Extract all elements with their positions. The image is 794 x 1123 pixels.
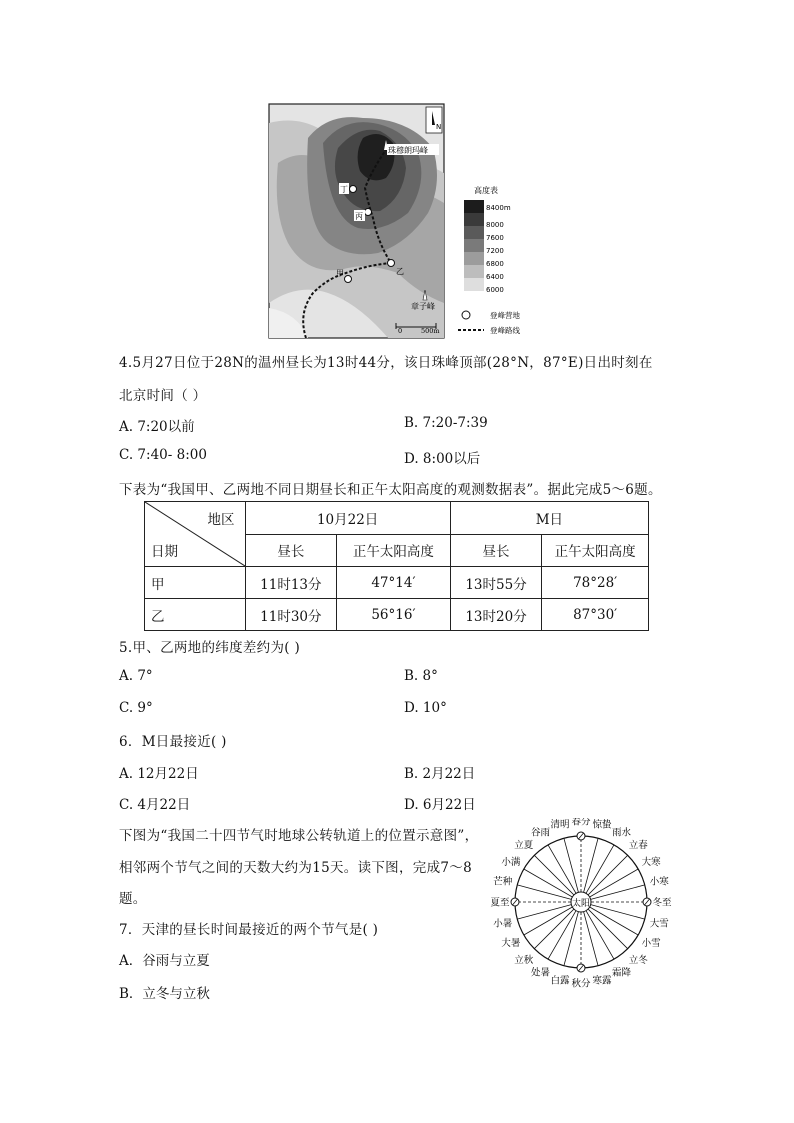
legend-swatch <box>464 278 484 291</box>
orbit-spoke <box>588 855 628 895</box>
solar-term-label: 白露 <box>550 975 570 987</box>
table-cell: 87°30′ <box>542 599 649 631</box>
row-name: 乙 <box>145 599 246 631</box>
table-cell: 78°28′ <box>542 567 649 599</box>
table-row <box>145 599 649 631</box>
subheader: 昼长 <box>245 534 337 567</box>
legend-level-label: 6800 <box>486 260 504 268</box>
solar-term-label: 清明 <box>550 819 570 831</box>
solar-term-label: 大雪 <box>649 918 669 930</box>
legend-level-label: 8400m <box>486 204 511 212</box>
q5-stem: 5.甲、乙两地的纬度差约为( ) <box>119 640 301 656</box>
solar-term-label: 冬至 <box>652 897 672 909</box>
orbit-spoke <box>534 909 574 949</box>
solar-term-label: 春分 <box>571 818 591 828</box>
solar-term-label: 寒露 <box>592 975 612 987</box>
q7-stem: 7．天津的昼长时间最接近的两个节气是( ) <box>119 922 379 938</box>
legend-level-label: 8000 <box>486 221 504 229</box>
legend-swatch <box>464 226 484 239</box>
topographic-map-svg <box>268 103 548 341</box>
orbit-svg <box>478 818 688 994</box>
legend-swatch <box>464 239 484 252</box>
subheader: 正午太阳高度 <box>542 534 649 567</box>
q6-stem: 6．M日最接近( ) <box>119 734 227 750</box>
q4-option-b[interactable]: B. 7:20-7:39 <box>404 415 488 431</box>
camp-legend-icon <box>462 311 470 319</box>
scale-label: 500m <box>421 327 440 335</box>
camp-yi-icon <box>388 260 395 267</box>
point-ding: 丁 <box>340 185 348 194</box>
solar-term-label: 小雪 <box>641 938 661 949</box>
point-jia: 甲 <box>336 269 344 278</box>
legend-swatch <box>464 265 484 278</box>
camp-bing-icon <box>365 209 372 216</box>
solar-term-label: 立秋 <box>514 954 534 966</box>
solar-term-label: 立春 <box>628 840 648 852</box>
table-cell: 11时30分 <box>245 599 337 631</box>
point-yi: 乙 <box>396 267 404 276</box>
table-cell: 11时13分 <box>245 567 337 599</box>
peak-label: 珠穆朗玛峰 <box>388 146 428 155</box>
solar-term-label: 谷雨 <box>530 827 551 839</box>
q4-option-d[interactable]: D. 8:00以后 <box>404 451 481 467</box>
solar-term-label: 大寒 <box>641 857 661 868</box>
solar-term-label: 雨水 <box>611 827 632 839</box>
q5-option-b[interactable]: B. 8° <box>404 668 438 684</box>
q4-option-c[interactable]: C. 7:40- 8:00 <box>119 447 207 463</box>
subheader: 昼长 <box>450 534 542 567</box>
q5-option-d[interactable]: D. 10° <box>404 700 447 716</box>
table-cell: 13时55分 <box>450 567 542 599</box>
zhangzi-label: 章子峰 <box>411 302 435 311</box>
legend-level-label: 6400 <box>486 273 504 281</box>
solar-term-label: 立夏 <box>514 840 534 852</box>
solar-term-label: 霜降 <box>611 967 632 979</box>
date2-header: M日 <box>450 502 648 535</box>
q6-option-b[interactable]: B. 2月22日 <box>404 766 476 782</box>
row-name: 甲 <box>145 567 246 599</box>
table-cell: 13时20分 <box>450 599 542 631</box>
legend-swatch <box>464 200 484 213</box>
table-intro: 下表为“我国甲、乙两地不同日期昼长和正午太阳高度的观测数据表”。据此完成5～6题。 <box>119 482 662 498</box>
scale-zero: 0 <box>398 327 403 335</box>
q4-stem-line2: 北京时间（ ） <box>119 388 207 404</box>
solar-terms-diagram <box>478 818 688 994</box>
q4-option-a[interactable]: A. 7:20以前 <box>119 419 195 435</box>
q5-option-c[interactable]: C. 9° <box>119 700 153 716</box>
q7-option-b[interactable]: B．立冬与立秋 <box>119 986 210 1002</box>
orbit-spoke <box>588 909 628 949</box>
solar-term-label: 大暑 <box>501 938 521 949</box>
table-corner-cell <box>145 502 246 567</box>
legend-level-label: 7600 <box>486 234 504 242</box>
orbit-spoke <box>534 855 574 895</box>
observation-table <box>144 501 649 631</box>
camp-jia-icon <box>345 276 352 283</box>
legend-swatch <box>464 252 484 265</box>
route-legend-label: 登峰路线 <box>490 326 520 335</box>
q4-stem-line1: 4.5月27日位于28N的温州昼长为13时44分，该日珠峰顶部(28°N，87°E)日出时刻在 <box>119 355 653 371</box>
solar-term-label: 处暑 <box>530 967 551 979</box>
table-cell: 47°14′ <box>337 567 451 599</box>
camp-legend-label: 登峰营地 <box>490 311 520 320</box>
legend-level-label: 6000 <box>486 286 504 294</box>
solar-term-label: 夏至 <box>490 897 510 909</box>
point-bing: 丙 <box>355 212 363 221</box>
legend-swatch <box>464 213 484 226</box>
camp-ding-icon <box>350 186 357 193</box>
intro78-line1: 下图为“我国二十四节气时地球公转轨道上的位置示意图”， <box>119 828 479 844</box>
legend-title: 高度表 <box>474 186 498 195</box>
band-8400 <box>358 134 395 180</box>
legend-level-label: 7200 <box>486 247 504 255</box>
solar-term-label: 芒种 <box>493 876 513 888</box>
subheader: 正午太阳高度 <box>337 534 451 567</box>
elevation-legend <box>464 200 511 294</box>
solar-term-label: 秋分 <box>571 978 591 990</box>
sun-label: 太阳 <box>571 899 591 909</box>
q6-option-d[interactable]: D. 6月22日 <box>404 797 476 813</box>
solar-term-label: 小寒 <box>649 876 669 888</box>
table-row <box>145 567 649 599</box>
solar-term-label: 小满 <box>501 857 521 868</box>
q6-option-c[interactable]: C. 4月22日 <box>119 797 191 813</box>
q5-option-a[interactable]: A. 7° <box>119 668 153 684</box>
solar-term-label: 惊蛰 <box>592 819 612 831</box>
q7-option-a[interactable]: A．谷雨与立夏 <box>119 953 210 969</box>
intro78-line3: 题。 <box>119 891 147 907</box>
everest-map <box>268 103 548 341</box>
corner-bottom-label: 日期 <box>151 544 178 560</box>
corner-top-label: 地区 <box>207 512 235 528</box>
intro78-line2: 相邻两个节气之间的天数大约为15天。读下图，完成7～8 <box>119 860 472 876</box>
solar-term-label: 立冬 <box>628 954 648 966</box>
q6-option-a[interactable]: A. 12月22日 <box>119 766 199 782</box>
date1-header: 10月22日 <box>245 502 450 535</box>
north-label: N <box>436 123 442 131</box>
solar-term-label: 小暑 <box>493 918 513 930</box>
table-cell: 56°16′ <box>337 599 451 631</box>
